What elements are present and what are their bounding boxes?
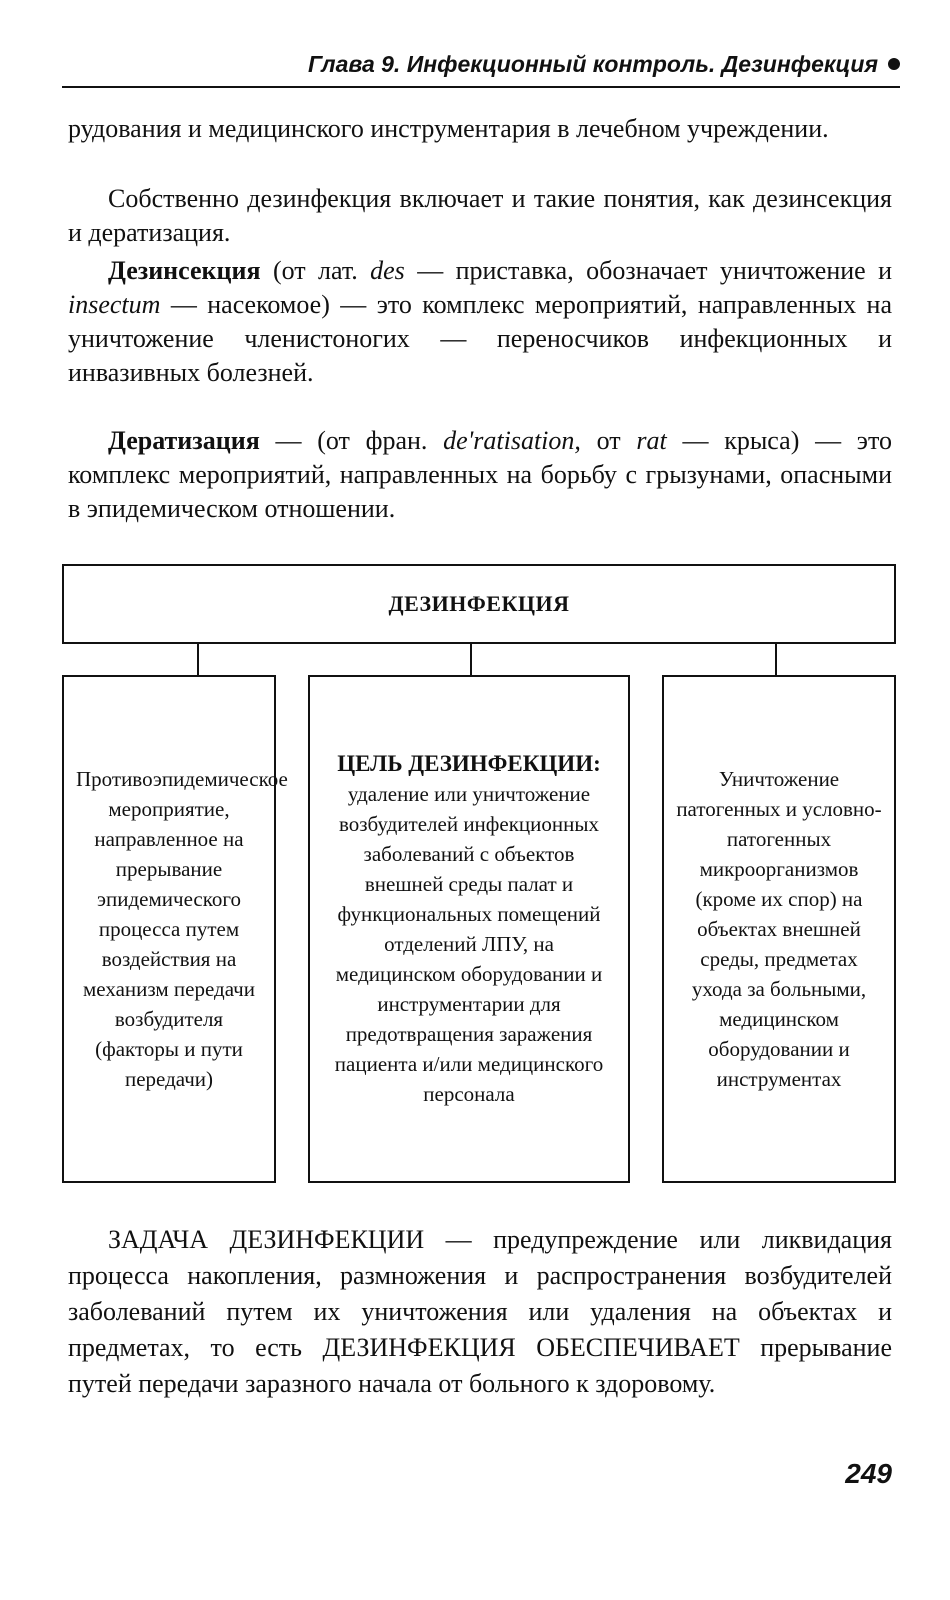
paragraph-2: [68, 182, 892, 250]
diagram-right-text: Уничтожение патогенных и условно-патогенных микроорганизмов (кроме их спор) на объектах внешней среды, предметах ухода за больными, медицинском оборудовании и инструментах: [676, 767, 882, 1091]
diagram-top-box: [62, 564, 896, 644]
chapter-title: Глава 9. Инфекционный контроль. Дезинфекция: [308, 50, 878, 77]
term-disinsection: Дезинсекция: [108, 256, 261, 285]
text-span: — (от фран.: [259, 426, 444, 455]
goal-title: ЦЕЛЬ ДЕЗИНФЕКЦИИ:: [337, 751, 601, 776]
paragraph-deratization: [68, 424, 892, 526]
diagram-center-text: удаление или уничтожение возбудителей инфекционных заболеваний с объектов внешней среды палат и функциональных помещений отделений ЛПУ, на медицинском оборудовании и инструментарии для предотвращения заражения пациента и/или медицинского персонала: [334, 782, 604, 1106]
french-word: rat: [636, 426, 667, 455]
diagram-left-text: Противоэпидемическое мероприятие, направленное на прерывание эпидемического процесса путем воздействия на механизм передачи возбудителя (факторы и пути передачи): [76, 767, 288, 1091]
connector-line: [197, 644, 199, 676]
text-span: (от лат.: [260, 256, 371, 285]
diagram-top-label: ДЕЗИНФЕКЦИЯ: [388, 591, 570, 616]
running-header: [62, 42, 900, 88]
text-span: — крыса) — это комплекс мероприятий, направленных на борьбу с грызунами, опасными в эпидемическом отношении.: [68, 426, 892, 523]
paragraph-1: [68, 112, 892, 146]
connector-line: [775, 644, 777, 676]
paragraph-task-text: ЗАДАЧА ДЕЗИНФЕКЦИИ — предупреждение или ликвидация процесса накопления, размножения и распространения возбудителей заболеваний путем их уничтожения или удаления на объектах и предметах, то есть ДЕЗИНФЕКЦИЯ ОБЕСПЕЧИВАЕТ прерывание путей передачи заразного начала от больного к здоровому.: [68, 1225, 892, 1398]
connector-line: [470, 644, 472, 676]
latin-word: insectum: [68, 290, 161, 319]
paragraph-task: [68, 1222, 892, 1402]
paragraph-2-text: Собственно дезинфекция включает и такие понятия, как дезинсекция и дератизация.: [68, 184, 892, 247]
paragraph-disinsection: [68, 254, 892, 390]
term-deratization: Дератизация: [108, 426, 260, 455]
diagram-center-box: [308, 675, 630, 1183]
page-number: 249: [845, 1458, 892, 1489]
disinfection-diagram: [62, 564, 896, 1184]
french-word: de'ratisation,: [443, 426, 581, 455]
text-span: от: [580, 426, 637, 455]
diagram-left-box: [62, 675, 288, 1183]
paragraph-1-text: рудования и медицинского инструментария в лечебном учреждении.: [68, 114, 829, 143]
bullet-dot-icon: [888, 58, 900, 70]
diagram-right-box: [662, 675, 896, 1183]
text-span: — приставка, обозначает уничтожение и: [404, 256, 892, 285]
text-span: — насекомое) — это комплекс мероприятий, направленных на уничтожение членистоногих — переносчиков инфекционных и инвазивных болезней.: [68, 290, 892, 387]
latin-word: des: [370, 256, 405, 285]
